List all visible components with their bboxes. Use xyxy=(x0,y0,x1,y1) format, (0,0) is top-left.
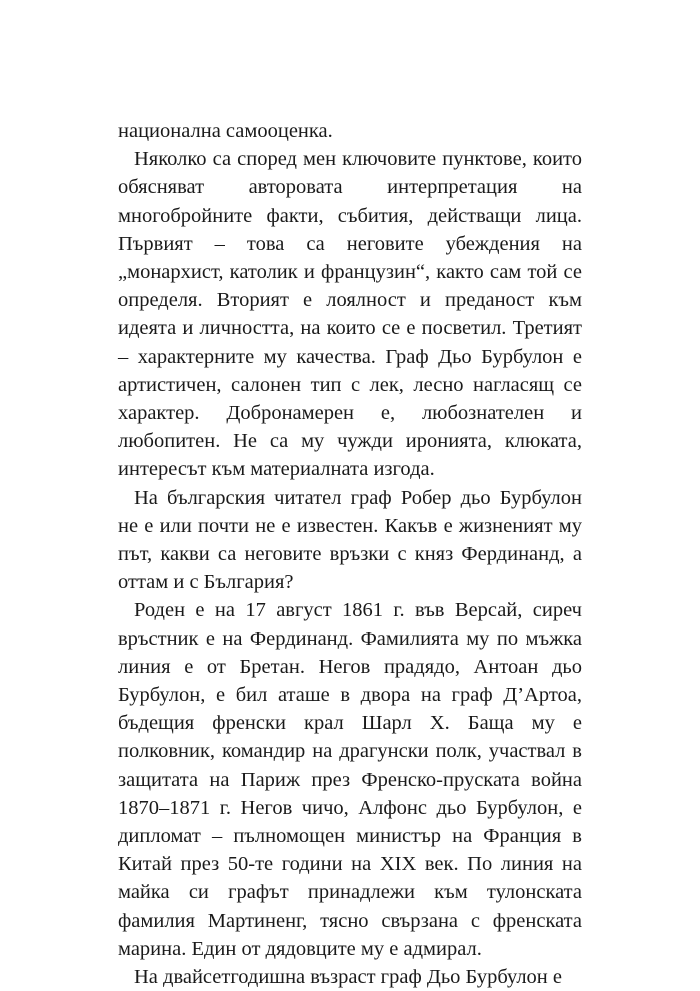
paragraph-last: На двайсетгодишна възраст граф Дьо Бурбулон е xyxy=(134,966,562,989)
paragraph-continued: национална самооценка. xyxy=(118,120,333,142)
paragraph: Няколко са според мен ключовите пунктове, които обясняват авторовата интерпретация на многобройните факти, събития, действащи лица. Първият – това са неговите убеждения на „монархист, католик и французин“, както сам той се определя. Вторият е лоялност и преданост към идеята и личността, на които се е посветил. Третият – характерните му качества. Граф Дьо Бурбулон е артистичен, салонен тип с лек, лесно нагласящ се характер. Добронамерен е, любознателен и любопитен. Не са му чужди иронията, клюката, интересът към материалната изгода. xyxy=(118,148,582,481)
body-text xyxy=(118,117,582,991)
paragraph: На българския читател граф Робер дьо Бурбулон не е или почти не е известен. Какъв е жизненият му път, какви са неговите връзки с княз Фердинанд, а оттам и с България? xyxy=(118,486,582,594)
paragraph: Роден е на 17 август 1861 г. във Версай, сиреч връстник е на Фердинанд. Фамилията му по мъжка линия е от Бретан. Негов прадядо, Антоан дьо Бурбулон, е бил аташе в двора на граф Д’Артоа, бъдещия френски крал Шарл Х. Баща му е полковник, командир на драгунски полк, участвал в защитата на Париж през Френско-пруската война 1870–1871 г. Негов чичо, Алфонс дьо Бурбулон, е дипломат – пълномощен министър на Франция в Китай през 50-те години на XIX век. По линия на майка си графът принадлежи към тулонската фамилия Мартиненг, тясно свързана с френската марина. Един от дядовците му е адмирал. xyxy=(118,599,582,960)
